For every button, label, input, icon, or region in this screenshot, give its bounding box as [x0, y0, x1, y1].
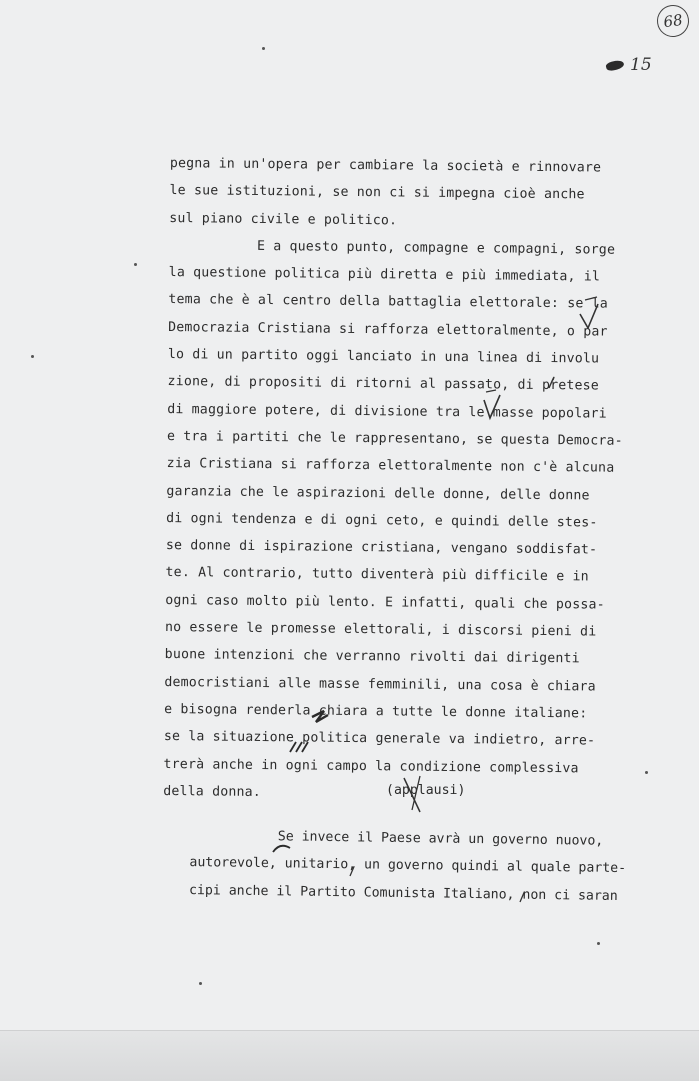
text-line: pegna in un'opera per cambiare la società e rinnovare	[169, 155, 602, 176]
text-line: te. Al contrario, tutto diventerà più difficile e in	[165, 565, 589, 585]
applause-note: (applausi)	[386, 783, 466, 798]
paragraph-mark	[273, 846, 290, 852]
correction-mark	[549, 377, 554, 388]
text-line: di maggiore potere, di divisione tra le masse popolari	[167, 401, 607, 422]
page-number-text: 15	[630, 55, 652, 75]
correction-mark	[486, 390, 496, 392]
text-line: cipi anche il Partito Comunista Italiano, non ci saran	[188, 882, 618, 904]
correction-mark	[580, 304, 598, 328]
text-line: ogni caso molto più lento. E infatti, quali che possa-	[165, 592, 605, 613]
paper-speck	[31, 355, 34, 358]
text-line: autorevole, unitario, un governo quindi al quale parte-	[189, 855, 627, 877]
paper-speck	[262, 47, 265, 50]
strikeout-mark	[312, 711, 328, 722]
correction-mark	[520, 893, 524, 902]
paper-speck	[645, 771, 648, 774]
text-line: Democrazia Cristiana si rafforza elettoralmente, o par	[168, 319, 608, 340]
text-line: se donne di ispirazione cristiana, vengano soddisfat-	[165, 538, 598, 558]
folio-number: 68	[662, 10, 684, 32]
paragraph-mark	[290, 742, 308, 752]
text-line: tema che è al centro della battaglia elettorale: se la	[168, 292, 609, 313]
text-line: no essere le promesse elettorali, i discorsi pieni di	[164, 620, 597, 640]
paper-speck	[199, 982, 202, 985]
text-line: sul piano civile e politico.	[169, 210, 398, 228]
text-line: Se invece il Paese avrà un governo nuovo,	[277, 829, 604, 849]
correction-mark	[484, 395, 500, 418]
text-line: democristiani alle masse femminili, una cosa è chiara	[164, 674, 596, 695]
text-line: e bisogna renderla chiara a tutte le donne italiane:	[164, 701, 588, 722]
text-line: E a questo punto, compagne e compagni, sorge	[256, 238, 616, 258]
correction-mark	[585, 297, 597, 300]
text-line: se la situazione politica generale va indietro, arre-	[163, 729, 596, 749]
paper-speck	[597, 942, 600, 945]
paper-speck	[134, 263, 137, 266]
text-line: garanzia che le aspirazioni delle donne, delle donne	[166, 483, 590, 503]
text-line: trerà anche in ogni campo la condizione complessiva	[163, 756, 579, 776]
text-line: di ogni tendenza e di ogni ceto, e quindi delle stes-	[166, 510, 598, 531]
correction-mark	[350, 867, 354, 876]
text-line: lo di un partito oggi lanciato in una linea di involu	[167, 347, 600, 367]
text-line: zione, di propositi di ritorni al passato, di pretese	[167, 374, 600, 394]
correction-mark	[404, 778, 420, 812]
text-line: della donna.	[163, 783, 262, 800]
text-line: la questione politica più diretta e più immediata, il	[168, 265, 601, 285]
text-line: buone intenzioni che verranno rivolti dai dirigenti	[164, 647, 580, 667]
text-line: zia Cristiana si rafforza elettoralmente non c'è alcuna	[166, 456, 615, 476]
text-line: e tra i partiti che le rappresentano, se questa Democra-	[166, 428, 623, 449]
text-line: le sue istituzioni, se non ci si impegna cioè anche	[169, 183, 585, 203]
